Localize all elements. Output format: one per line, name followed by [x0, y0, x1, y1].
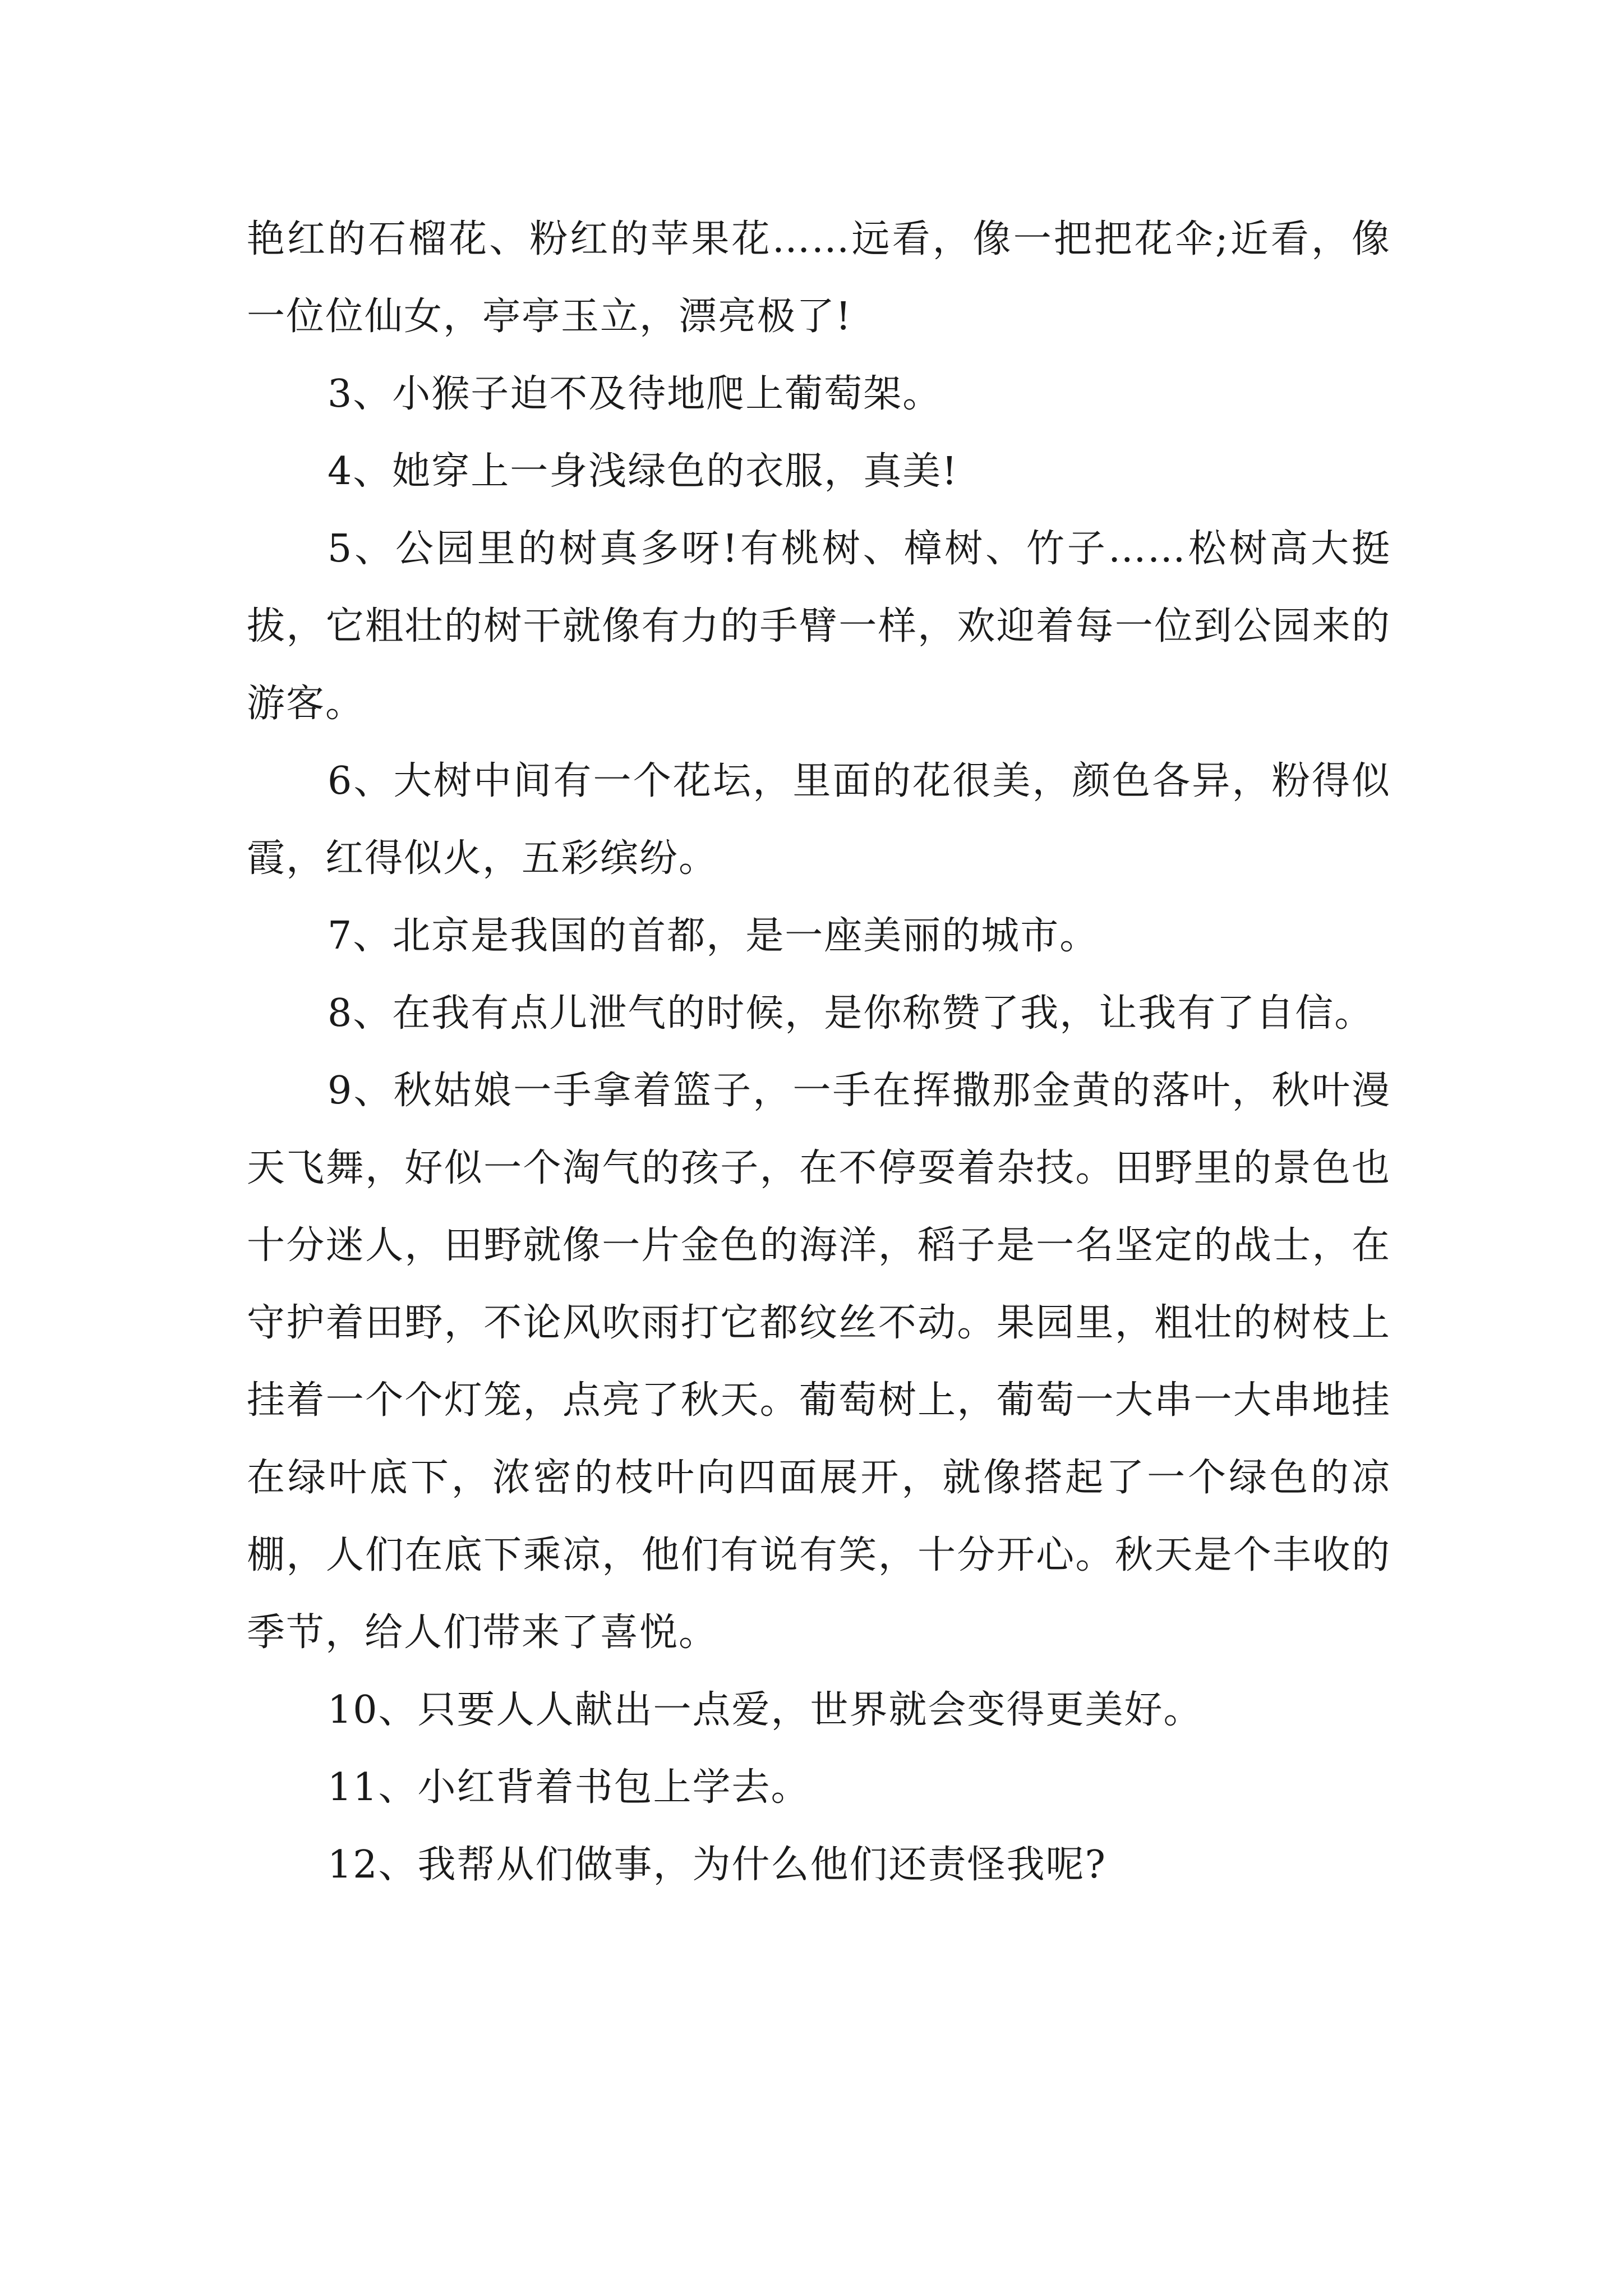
paragraph: 12、我帮从们做事，为什么他们还责怪我呢?	[328, 1843, 1106, 1887]
paragraph: 艳红的石榴花、粉红的苹果花……远看，像一把把花伞;近看，像一位位仙女，亭亭玉立，漂亮极了!	[247, 217, 1391, 339]
paragraph: 5、公园里的树真多呀!有桃树、樟树、竹子……松树高大挺拔，它粗壮的树干就像有力的手臂一样，欢迎着每一位到公园来的游客。	[247, 527, 1391, 726]
paragraph: 11、小红背着书包上学去。	[328, 1765, 810, 1810]
document-body	[247, 201, 1391, 1904]
paragraph: 7、北京是我国的首都，是一座美丽的城市。	[328, 914, 1099, 958]
paragraph: 4、她穿上一身浅绿色的衣服，真美!	[328, 449, 958, 494]
paragraph: 10、只要人人献出一点爱，世界就会变得更美好。	[328, 1688, 1203, 1732]
paragraph: 8、在我有点儿泄气的时候，是你称赞了我，让我有了自信。	[328, 991, 1374, 1036]
paragraph: 6、大树中间有一个花坛，里面的花很美，颜色各异，粉得似霞，红得似火，五彩缤纷。	[247, 759, 1391, 881]
paragraph: 3、小猴子迫不及待地爬上葡萄架。	[328, 372, 942, 416]
paragraph: 9、秋姑娘一手拿着篮子，一手在挥撒那金黄的落叶，秋叶漫天飞舞，好似一个淘气的孩子，在不停耍着杂技。田野里的景色也十分迷人，田野就像一片金色的海洋，稻子是一名坚定的战士，在守护着田野，不论风吹雨打它都纹丝不动。果园里，粗壮的树枝上挂着一个个灯笼，点亮了秋天。葡萄树上，葡萄一大串一大串地挂在绿叶底下，浓密的枝叶向四面展开，就像搭起了一个绿色的凉棚，人们在底下乘凉，他们有说有笑，十分开心。秋天是个丰收的季节，给人们带来了喜悦。	[247, 1069, 1391, 1655]
